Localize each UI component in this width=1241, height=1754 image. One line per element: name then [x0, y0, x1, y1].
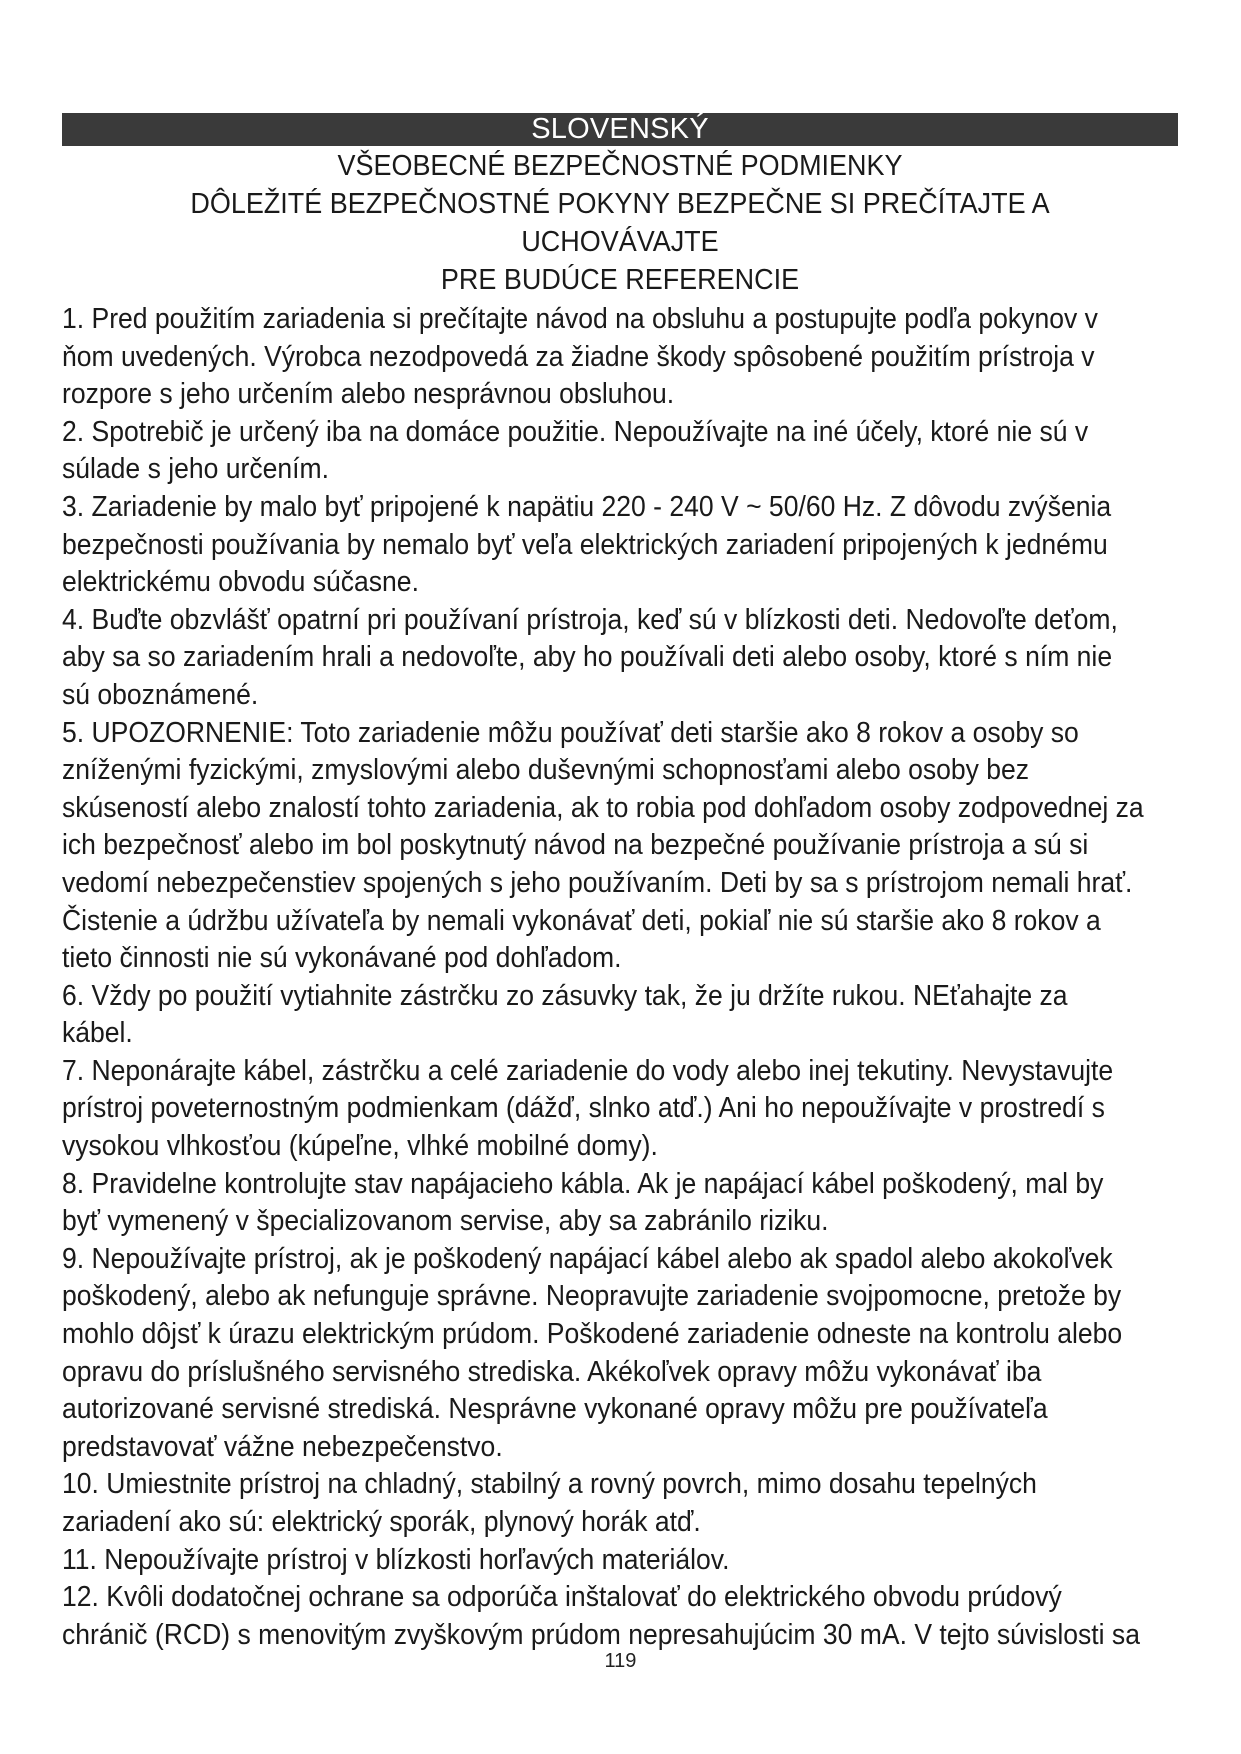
text-line: autorizované servisné strediská. Nesprávne vykonané opravy môžu pre používateľa [62, 1393, 1048, 1426]
text-line: 5. UPOZORNENIE: Toto zariadenie môžu používať deti staršie ako 8 rokov a osoby so [62, 716, 1079, 749]
text-line: 8. Pravidelne kontrolujte stav napájacieho kábla. Ak je napájací kábel poškodený, mal by [62, 1167, 1104, 1200]
text-line: skúseností alebo znalostí tohto zariadenia, ak to robia pod dohľadom osoby zodpovednej za [62, 791, 1144, 824]
safety-item-3 [62, 489, 1178, 602]
text-line: zariadení ako sú: elektrický sporák, plynový horák atď. [62, 1506, 701, 1538]
section-subtitle-line-1: DÔLEŽITÉ BEZPEČNOSTNÉ POKYNY BEZPEČNE SI PREČÍTAJTE A UCHOVÁVAJTE [190, 188, 1050, 258]
safety-item-8 [62, 1166, 1178, 1241]
safety-item-4 [62, 602, 1178, 715]
safety-item-7 [62, 1053, 1178, 1166]
safety-item-10 [62, 1466, 1178, 1541]
text-line: rozpore s jeho určením alebo nesprávnou obsluhou. [62, 378, 675, 411]
text-line: kábel. [62, 1017, 133, 1050]
text-line: byť vymenený v špecializovanom servise, aby sa zabránilo riziku. [62, 1205, 829, 1238]
text-line: mohlo dôjsť k úrazu elektrickým prúdom. Poškodené zariadenie odneste na kontrolu alebo [62, 1318, 1123, 1351]
text-line: ich bezpečnosť alebo im bol poskytnutý návod na bezpečné používanie prístroja a sú si [62, 829, 1089, 862]
text-line: 2. Spotrebič je určený iba na domáce použitie. Nepoužívajte na iné účely, ktoré nie sú v [62, 415, 1089, 448]
safety-item-9 [62, 1241, 1178, 1467]
text-line: Čistenie a údržbu užívateľa by nemali vykonávať deti, pokiaľ nie sú staršie ako 8 rokov a [62, 904, 1101, 937]
text-line: 3. Zariadenie by malo byť pripojené k napätiu 220 - 240 V ~ 50/60 Hz. Z dôvodu zvýšenia [62, 490, 1112, 523]
text-line: aby sa so zariadením hrali a nedovoľte, aby ho používali deti alebo osoby, ktoré s ním nie [62, 641, 1113, 674]
safety-item-2 [62, 414, 1178, 489]
text-line: súlade s jeho určením. [62, 453, 329, 486]
page-number: 119 [604, 1650, 637, 1672]
text-line: ňom uvedených. Výrobca nezodpovedá za žiadne škody spôsobené použitím prístroja v [62, 340, 1095, 373]
text-line: 12. Kvôli dodatočnej ochrane sa odporúča inštalovať do elektrického obvodu prúdový [62, 1581, 1062, 1614]
safety-instructions-list [62, 301, 1178, 1654]
safety-item-6 [62, 978, 1178, 1053]
text-line: bezpečnosti používania by nemalo byť veľa elektrických zariadení pripojených k jednému [62, 528, 1108, 561]
text-line: vysokou vlhkosťou (kúpeľne, vlhké mobilné domy). [62, 1130, 658, 1163]
language-label: SLOVENSKÝ [531, 113, 709, 145]
text-line: opravu do príslušného servisného strediska. Akékoľvek opravy môžu vykonávať iba [62, 1355, 1042, 1388]
section-subtitle-line-2: PRE BUDÚCE REFERENCIE [440, 264, 800, 296]
text-line: zníženými fyzickými, zmyslovými alebo duševnými schopnosťami alebo osoby bez [62, 754, 1030, 787]
text-line: elektrickému obvodu súčasne. [62, 566, 419, 599]
text-line: 1. Pred použitím zariadenia si prečítajte návod na obsluhu a postupujte podľa pokynov v [62, 303, 1098, 335]
safety-item-12 [62, 1579, 1178, 1654]
text-line: sú oboznámené. [62, 678, 259, 711]
text-line: 6. Vždy po použití vytiahnite zástrčku zo zásuvky tak, že ju držíte rukou. NEťahajte za [62, 979, 1068, 1012]
text-line: predstavovať vážne nebezpečenstvo. [62, 1430, 503, 1463]
manual-page [62, 113, 1178, 1654]
text-line: prístroj poveternostným podmienkam (dážď, slnko atď.) Ani ho nepoužívajte v prostredí s [62, 1092, 1105, 1125]
text-line: 11. Nepoužívajte prístroj v blízkosti horľavých materiálov. [62, 1543, 730, 1576]
text-line: chránič (RCD) s menovitým zvyškovým prúdom nepresahujúcim 30 mA. V tejto súvislosti sa [62, 1618, 1140, 1651]
section-title: VŠEOBECNÉ BEZPEČNOSTNÉ PODMIENKY [337, 150, 903, 182]
text-line: poškodený, alebo ak nefunguje správne. Neopravujte zariadenie svojpomocne, pretože by [62, 1280, 1122, 1313]
text-line: tieto činnosti nie sú vykonávané pod dohľadom. [62, 942, 622, 975]
safety-item-5 [62, 715, 1178, 978]
text-line: 7. Neponárajte kábel, zástrčku a celé zariadenie do vody alebo inej tekutiny. Nevystavujte [62, 1054, 1114, 1087]
text-line: 10. Umiestnite prístroj na chladný, stabilný a rovný povrch, mimo dosahu tepelných [62, 1468, 1037, 1501]
text-line: 4. Buďte obzvlášť opatrní pri používaní prístroja, keď sú v blízkosti deti. Nedovoľte deťom, [62, 603, 1118, 636]
text-line: vedomí nebezpečenstiev spojených s jeho používaním. Deti by sa s prístrojom nemali hrať. [62, 866, 1133, 899]
language-header-bar [62, 113, 1178, 146]
safety-item-1 [62, 301, 1178, 414]
safety-item-11 [62, 1542, 1178, 1580]
text-line: 9. Nepoužívajte prístroj, ak je poškodený napájací kábel alebo ak spadol alebo akokoľvek [62, 1242, 1113, 1275]
